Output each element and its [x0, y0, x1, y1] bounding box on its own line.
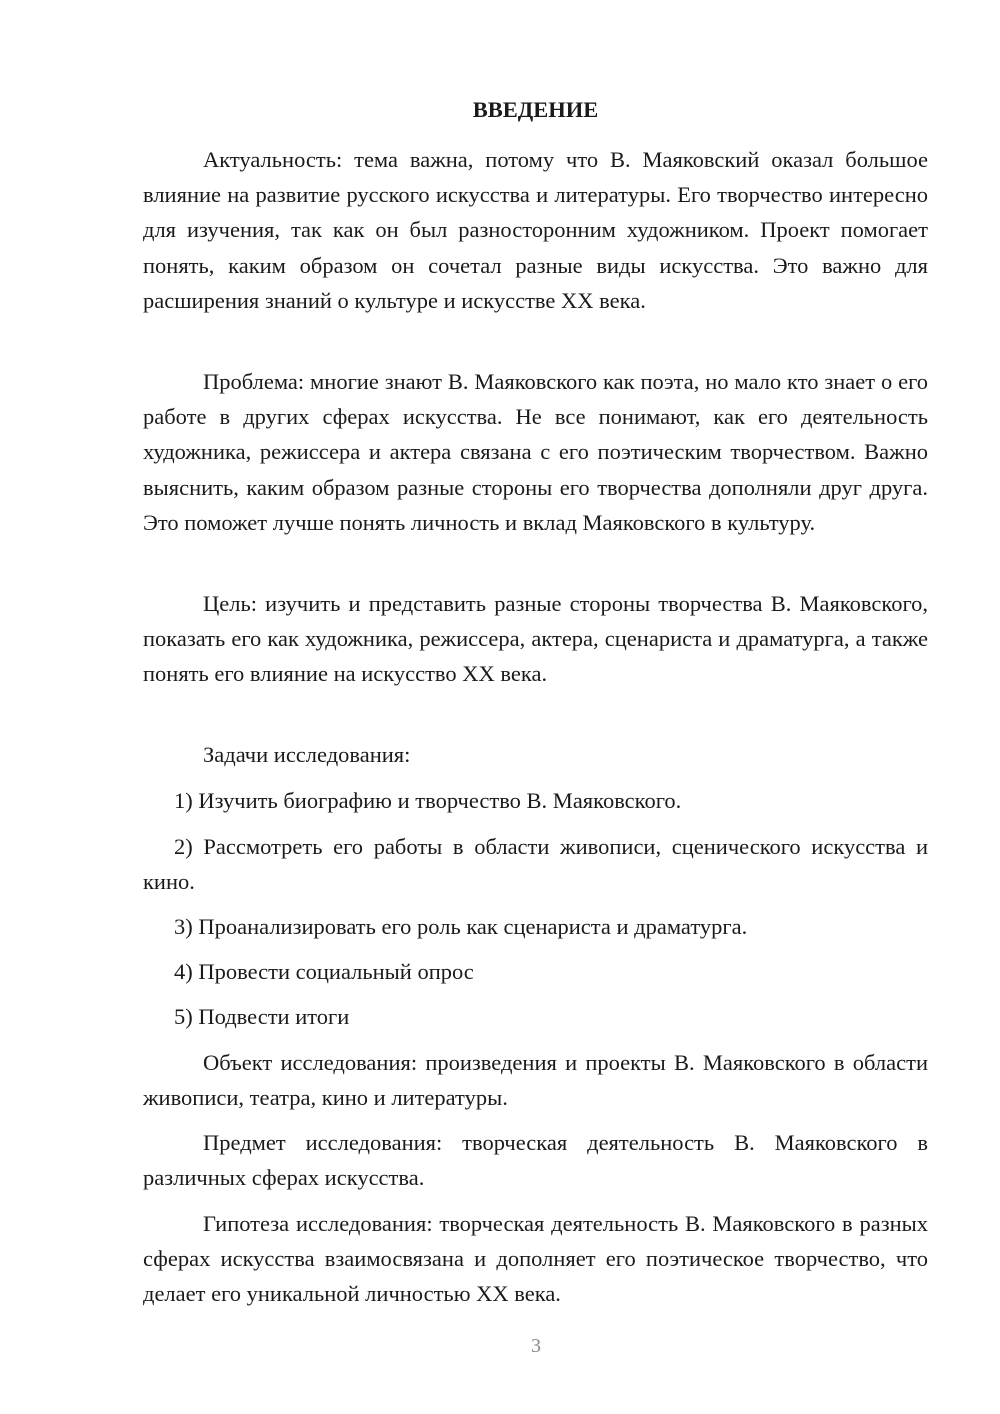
task-item-4-block — [143, 954, 928, 989]
task-item-5: 5) Подвести итоги — [174, 1004, 350, 1029]
task-item-2-block — [143, 829, 928, 899]
page-number: 3 — [531, 1335, 541, 1357]
paragraph-goal: Цель: изучить и представить разные стороны творчества В. Маяковского, показать его как художника, режиссера, актера, сценариста и драматурга, а также понять его влияние на искусство XX века. — [143, 591, 928, 687]
paragraph-object: Объект исследования: произведения и проекты В. Маяковского в области живописи, театра, кино и литературы. — [143, 1050, 928, 1111]
paragraph-problem-block — [143, 364, 928, 540]
paragraph-hypothesis: Гипотеза исследования: творческая деятельность В. Маяковского в разных сферах искусства взаимосвязана и дополняет его поэтическое творчество, что делает его уникальной личностью XX века. — [143, 1211, 928, 1307]
task-item-1: 1) Изучить биографию и творчество В. Маяковского. — [174, 788, 682, 813]
paragraph-problem: Проблема: многие знают В. Маяковского как поэта, но мало кто знает о его работе в других сферах искусства. Не все понимают, как его деятельность художника, режиссера и актера связана с его поэтическим творчеством. Важно выяснить, каким образом разные стороны его творчества дополняли друг друга. Это поможет лучше понять личность и вклад Маяковского в культуру. — [143, 369, 928, 535]
task-item-3: 3) Проанализировать его роль как сценариста и драматурга. — [174, 914, 748, 939]
paragraph-relevance: Актуальность: тема важна, потому что В. Маяковский оказал большое влияние на развитие русского искусства и литературы. Его творчество интересно для изучения, так как он был разносторонним художником. Проект помогает понять, каким образом он сочетал разные виды искусства. Это важно для расширения знаний о культуре и искусстве XX века. — [143, 147, 928, 313]
task-item-1-block — [143, 783, 928, 818]
paragraph-relevance-block — [143, 142, 928, 318]
tasks-intro: Задачи исследования: — [203, 742, 411, 767]
task-item-3-block — [143, 909, 928, 944]
paragraph-subject-block — [143, 1125, 928, 1195]
task-item-2: 2) Рассмотреть его работы в области живописи, сценического искусства и кино. — [143, 834, 928, 895]
page-heading: ВВЕДЕНИЕ — [472, 97, 599, 122]
paragraph-goal-block — [143, 586, 928, 692]
paragraph-object-block — [143, 1045, 928, 1115]
paragraph-subject: Предмет исследования: творческая деятельность В. Маяковского в различных сферах искусства. — [143, 1130, 928, 1191]
task-item-4: 4) Провести социальный опрос — [174, 959, 474, 984]
task-item-5-block — [143, 999, 928, 1034]
paragraph-hypothesis-block — [143, 1206, 928, 1312]
tasks-intro-block — [143, 737, 928, 772]
